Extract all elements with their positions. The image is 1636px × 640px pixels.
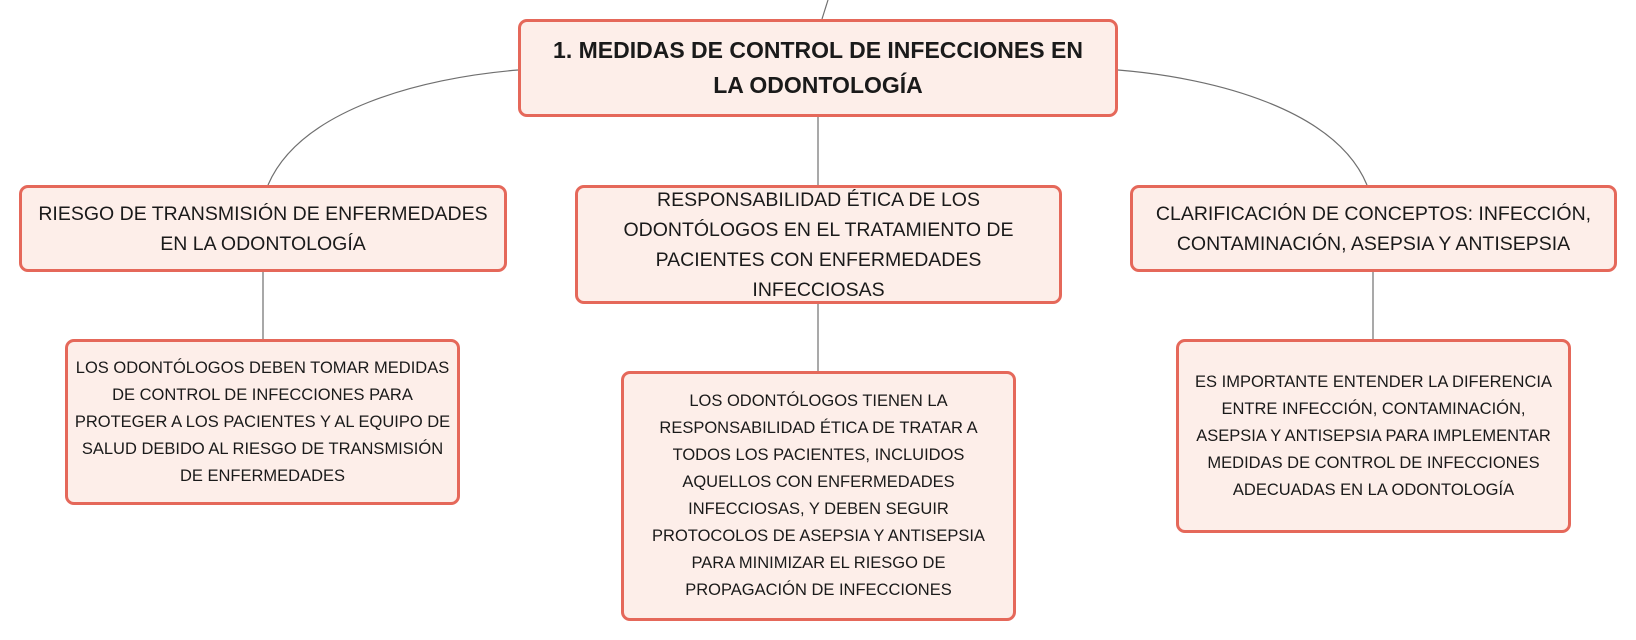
connector-root-to-concepts: [1118, 70, 1367, 185]
topic-node-label: RESPONSABILIDAD ÉTICA DE LOS ODONTÓLOGOS EN EL TRATAMIENTO DE PACIENTES CON ENFERMEDADES INFECCIOSAS: [623, 188, 1014, 301]
connector-root-incoming: [822, 0, 828, 19]
detail-node-ethical-responsibility[interactable]: [621, 371, 1016, 621]
detail-node-text: LOS ODONTÓLOGOS DEBEN TOMAR MEDIDAS DE CONTROL DE INFECCIONES PARA PROTEGER A LOS PACIENTES Y AL EQUIPO DE SALUD DEBIDO AL RIESGO DE TRANSMISIÓN DE ENFERMEDADES: [74, 358, 451, 485]
root-node[interactable]: [518, 19, 1118, 117]
topic-node-ethical-responsibility[interactable]: [575, 185, 1062, 304]
topic-node-label: CLARIFICACIÓN DE CONCEPTOS: INFECCIÓN, CONTAMINACIÓN, ASEPSIA Y ANTISEPSIA: [1155, 202, 1592, 255]
detail-node-text: ES IMPORTANTE ENTENDER LA DIFERENCIA ENTRE INFECCIÓN, CONTAMINACIÓN, ASEPSIA Y ANTISEPSIA PARA IMPLEMENTAR MEDIDAS DE CONTROL DE INFECCIONES ADECUADAS EN LA ODONTOLOGÍA: [1195, 372, 1552, 499]
detail-node-transmission-risk[interactable]: [65, 339, 460, 505]
topic-node-transmission-risk[interactable]: [19, 185, 507, 272]
detail-node-concept-clarification[interactable]: [1176, 339, 1571, 533]
root-node-label: 1. MEDIDAS DE CONTROL DE INFECCIONES EN LA ODONTOLOGÍA: [553, 37, 1083, 98]
topic-node-concept-clarification[interactable]: [1130, 185, 1617, 272]
topic-node-label: RIESGO DE TRANSMISIÓN DE ENFERMEDADES EN LA ODONTOLOGÍA: [38, 202, 488, 255]
detail-node-text: LOS ODONTÓLOGOS TIENEN LA RESPONSABILIDAD ÉTICA DE TRATAR A TODOS LOS PACIENTES, INCLUIDOS AQUELLOS CON ENFERMEDADES INFECCIOSAS, Y DEBEN SEGUIR PROTOCOLOS DE ASEPSIA Y ANTISEPSIA PARA MINIMIZAR EL RIESGO DE PROPAGACIÓN DE INFECCIONES: [652, 392, 985, 599]
connector-root-to-risk: [268, 70, 518, 185]
